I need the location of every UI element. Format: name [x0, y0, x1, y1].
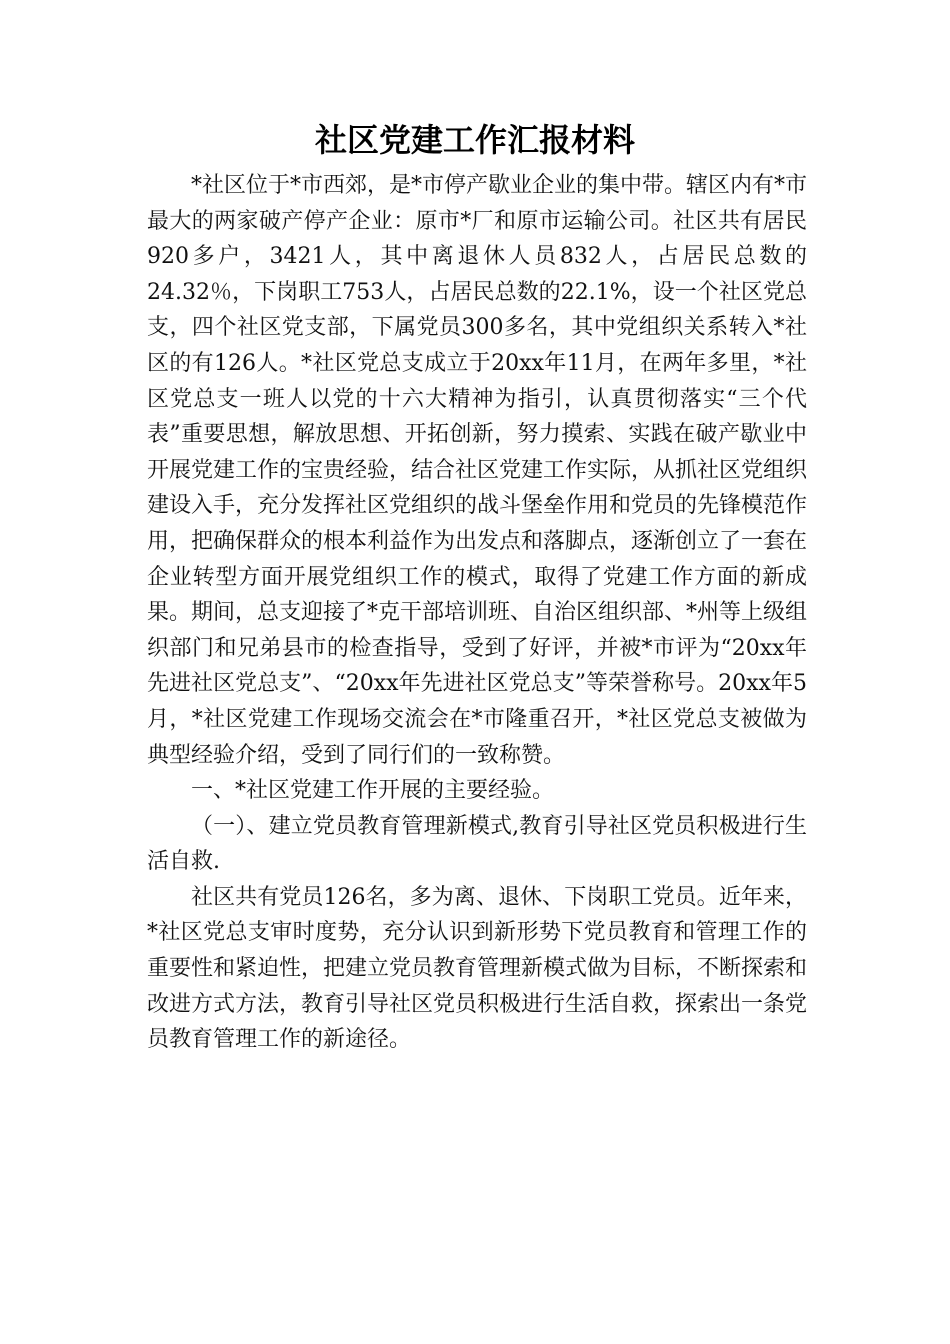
section-heading-main-experience: 一、*社区党建工作开展的主要经验。 [191, 778, 555, 804]
paragraph-party-members: 社区共有党员126名，多为离、退休、下岗职工党员。近年来，*社区党总支审时度势，充分认识到新形势下党员教育和管理工作的重要性和紧迫性，把建立党员教育管理新模式做为目标，不断探索和改进方式方法，教育引导社区党员积极进行生活自救，探索出一条党员教育管理工作的新途径。 [147, 884, 808, 1053]
document-title: 社区党建工作汇报材料 [314, 121, 635, 159]
paragraph-intro: *社区位于*市西郊，是*市停产歇业企业的集中带。辖区内有*市最大的两家破产停产企业：原市*厂和原市运输公司。社区共有居民920多户，3421人，其中离退休人员832人，占居民总数的24.32％，下岗职工753人，占居民总数的22.1%，设一个社区党总支，四个社区党支部，下属党员300多名，其中党组织关系转入*社区的有126人。*社区党总支成立于20xx年11月，在两年多里，*社区党总支一班人以党的十六大精神为指引，认真贯彻落实“三个代表”重要思想，解放思想、开拓创新，努力摸索、实践在破产歇业中开展党建工作的宝贵经验，结合社区党建工作实际，从抓社区党组织建设入手，充分发挥社区党组织的战斗堡垒作用和党员的先锋模范作用，把确保群众的根本利益作为出发点和落脚点，逐渐创立了一套在企业转型方面开展党组织工作的模式，取得了党建工作方面的新成果。期间，总支迎接了*克干部培训班、自治区组织部、*州等上级组织部门和兄弟县市的检查指导，受到了好评，并被*市评为“20xx年先进社区党总支”、“20xx年先进社区党总支”等荣誉称号。20xx年5月，*社区党建工作现场交流会在*市隆重召开，*社区党总支被做为典型经验介绍，受到了同行们的一致称赞。 [147, 173, 808, 768]
document-body [147, 168, 807, 1058]
subsection-heading-party-education: （一）、建立党员教育管理新模式,教育引导社区党员积极进行生活自救. [147, 813, 807, 875]
